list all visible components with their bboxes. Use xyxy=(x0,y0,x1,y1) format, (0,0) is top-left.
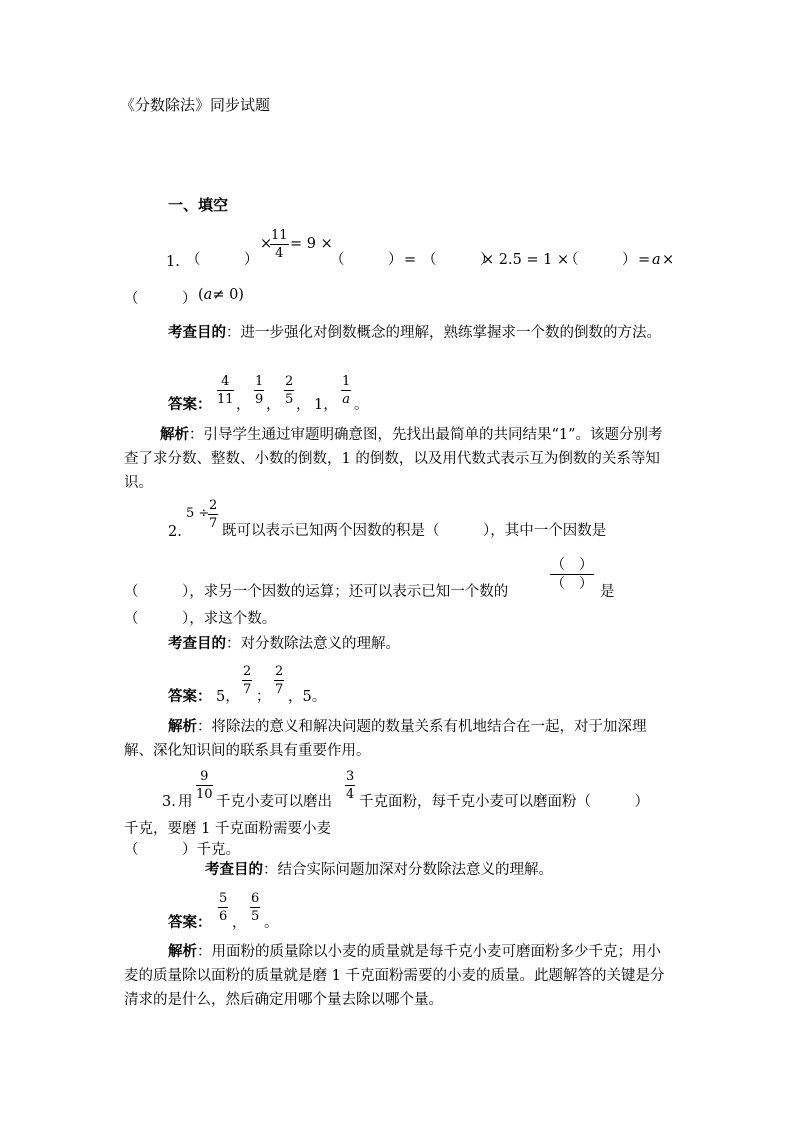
blank: （ ） xyxy=(564,252,637,268)
equals-sign: = xyxy=(638,252,651,268)
blank: （ ） xyxy=(124,291,197,307)
analysis-paragraph: 解析：将除法的意义和解决问题的数量关系有机地结合在一起，对于加深理解、深化知识间的联系具有重要作用。 xyxy=(124,718,647,759)
blank: （ ） xyxy=(330,252,403,268)
question-text: 既可以表示已知两个因数的积是（ ），其中一个因数是 xyxy=(222,523,607,539)
answer-one: 1， xyxy=(314,397,338,413)
answer-fraction: 2 7 xyxy=(243,664,252,697)
separator: ， xyxy=(266,397,281,413)
question-text: 千克面粉，每千克小麦可以磨面粉（ ） xyxy=(359,794,649,810)
question-text: 千克小麦可以磨出 xyxy=(216,794,332,810)
times-sign: × xyxy=(662,252,675,268)
variable-a: a xyxy=(652,252,661,268)
blank-paren-close: ） xyxy=(244,252,259,268)
answer-fraction: 2 7 xyxy=(275,664,284,697)
answer-end: 。 xyxy=(354,397,369,413)
answer-fraction: 4 11 xyxy=(217,374,234,407)
answer-end: 。 xyxy=(264,915,279,931)
separator: ， xyxy=(236,397,251,413)
fraction-3-over-4: 3 4 xyxy=(346,769,355,802)
question-text: （ ）千克。 xyxy=(124,842,240,858)
analysis-paragraph: 解析：引导学生通过审题明确意图，先找出最简单的共同结果“1”。该题分别考查了求分数、整数、小数的倒数，1 的倒数，以及用代数式表示互为倒数的关系等知识。 xyxy=(124,426,663,491)
fraction-11-over-4: 11 4 xyxy=(271,228,288,261)
condition: (a≠ 0) xyxy=(198,287,244,303)
answer-fraction: 6 5 xyxy=(251,891,260,924)
answer-end: ，5。 xyxy=(288,689,327,705)
purpose-paragraph: 考查目的：对分数除法意义的理解。 xyxy=(168,635,400,652)
document-title: 《分数除法》同步试题 xyxy=(120,96,271,114)
analysis-paragraph: 解析：用面粉的质量除以小麦的质量就是每千克小麦可磨面粉多少千克；用小麦的质量除以面粉的质量就是磨 1 千克面粉需要的小麦的质量。此题解答的关键是分清求的是什么，然后确定用哪个量去除以哪个量。 xyxy=(124,943,665,1008)
fraction-blank: （ ） （ ） xyxy=(551,557,593,592)
blank: （ ） xyxy=(422,252,495,268)
answer-value: 5， xyxy=(216,689,240,705)
question-text: 是 xyxy=(600,584,615,600)
question-text: 用 xyxy=(178,794,193,810)
equals-sign: = xyxy=(404,252,417,268)
answer-label: 答案： xyxy=(168,688,212,705)
question-text: （ ），求另一个因数的运算；还可以表示已知一个数的 xyxy=(124,584,509,600)
answer-fraction: 5 6 xyxy=(219,891,228,924)
answer-fraction: 1 9 xyxy=(255,374,264,407)
question-number: 3. xyxy=(162,794,176,810)
purpose-paragraph: 考查目的：结合实际问题加深对分数除法意义的理解。 xyxy=(205,861,553,878)
fraction-9-over-10: 9 10 xyxy=(196,769,213,802)
blank-paren-open: （ xyxy=(186,252,201,268)
separator: ， xyxy=(232,915,247,931)
separator: ， xyxy=(296,397,311,413)
question-number: 2. xyxy=(168,524,182,540)
division-expression: 5 ÷ xyxy=(186,506,210,521)
question-number: 1. xyxy=(166,254,180,270)
answer-label: 答案： xyxy=(168,914,212,931)
separator: ； xyxy=(256,689,271,705)
answer-fraction: 1 a xyxy=(342,374,351,407)
fraction-2-over-7: 2 7 xyxy=(209,498,218,531)
times-expression: × 2.5 = 1 × xyxy=(482,252,570,268)
question-text: 千克，要磨 1 千克面粉需要小麦 xyxy=(124,821,331,837)
purpose-paragraph: 考查目的：进一步强化对倒数概念的理解，熟练掌握求一个数的倒数的方法。 xyxy=(168,324,661,341)
answer-fraction: 2 5 xyxy=(285,374,294,407)
equals-nine-times: = 9 × xyxy=(290,236,333,252)
times-sign: × xyxy=(260,236,273,252)
question-text: （ ），求这个数。 xyxy=(124,611,277,627)
section-heading: 一、填空 xyxy=(168,196,229,214)
answer-label: 答案： xyxy=(168,396,212,413)
